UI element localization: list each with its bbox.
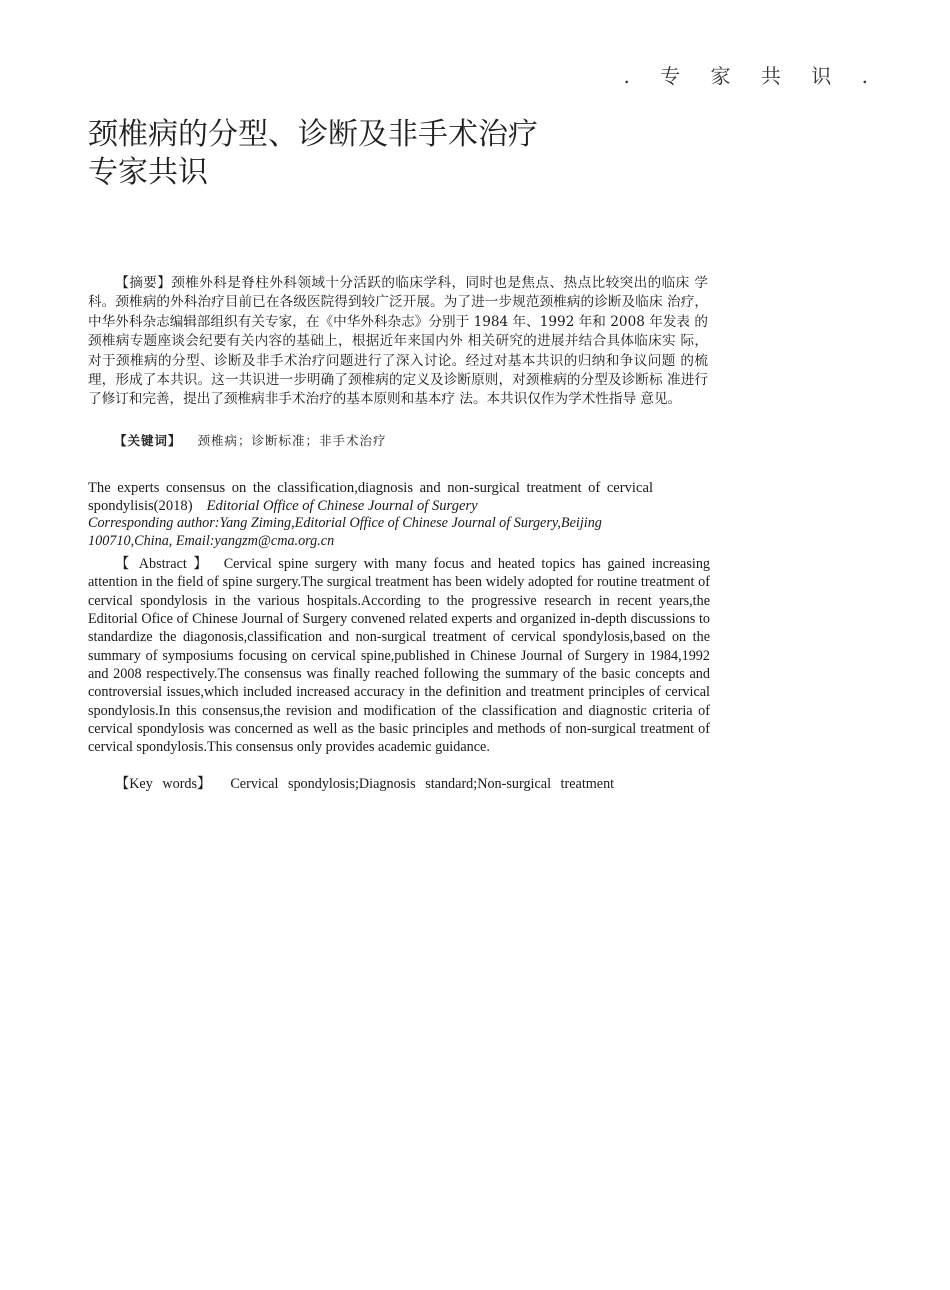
abstract-cn-text: 颈椎外科是脊柱外科领域十分活跃的临床学科，同时也是焦点、热点比较突出的临床 学科。颈椎病的外科治疗目前已在各级医院得到较广泛开展。为了进一步规范颈椎病的诊断及临床 治疗，中华外科杂志编辑部组织有关专家，在《中华外科杂志》分别于 1984 年、1992 年和 2008 年发表 的颈椎病专题座谈会纪要有关内容的基础上，根据近年来国内外 相关研究的进展并结合具体临床实 际，对于颈椎病的分型、诊断及非手术治疗问题进行了深入讨论。经过对基本共识的归纳和争议问题 的梳理，形成了本共识。这一共识进一步明确了颈椎病的定义及诊断原则，对颈椎病的分型及诊断标 准进行了修订和完善，提出了颈椎病非手术治疗的基本原则和基本疗 法。本共识仅作为学术性指导 意见。: [88, 275, 708, 408]
corresponding-author: Corresponding author:Yang Ziming,Editorial Office of Chinese Journal of Surgery,Beijing 100710,China, Email:yangzm@cma.org.cn: [88, 515, 602, 549]
article-title: [88, 116, 648, 192]
keywords-cn-text: 颈椎病；诊断标准；非手术治疗: [197, 433, 387, 448]
abstract-en-text: Cervical spine surgery with many focus and heated topics has gained increasing attention in the field of spine surgery.The surgical treatment has been widely adopted for routine treatment of cervical spondylosis in the various hospitals.According to the progressive research in recent years,the Editorial Ofice of Chinese Journal of Surgery convened related experts and organized in-depth discussions to standardize the diagonosis,classification and non-surgical treatment of cervical spondylosis,based on the summary of symposiums focusing on cervical spine,published in Chinese Journal of Surgery in 1984,1992 and 2008 respectively.The consensus was finally reached following the summary of the basic concepts and controversial issues,which included increased accuracy in the definition and treatment principles of cervical spondylosis.In this consensus,the revision and modification of the classification and diagnostic criteria of cervical spondylosis was concerned as well as the basic principles and methods of non-surgical treatment of cervical spondylosis.This consensus only provides academic guidance.: [88, 556, 711, 756]
author-organization: Editorial Office of Chinese Journal of Surgery: [206, 497, 478, 514]
keywords-en-label: 【Key words】: [115, 776, 212, 792]
abstract-en-label: 【 Abstract 】: [115, 556, 211, 572]
column-header: . 专 家 共 识 .: [623, 64, 880, 88]
abstract-chinese: [88, 274, 708, 410]
keywords-chinese: [88, 432, 734, 450]
keywords-english: [88, 775, 735, 793]
english-title-text: The experts consensus on the classification,diagnosis and non-surgical treatment of cervical spondylisis(2018): [88, 480, 653, 514]
keywords-en-text: Cervical spondylosis;Diagnosis standard;Non-surgical treatment: [230, 776, 615, 792]
keywords-cn-label: 【关键词】: [114, 433, 182, 448]
english-title: [88, 480, 653, 515]
title-line-2: 专家共识: [88, 155, 208, 190]
abstract-english: [88, 555, 710, 757]
abstract-cn-label: 【摘要】: [115, 275, 172, 291]
title-line-1: 颈椎病的分型、诊断及非手术治疗: [88, 117, 538, 152]
